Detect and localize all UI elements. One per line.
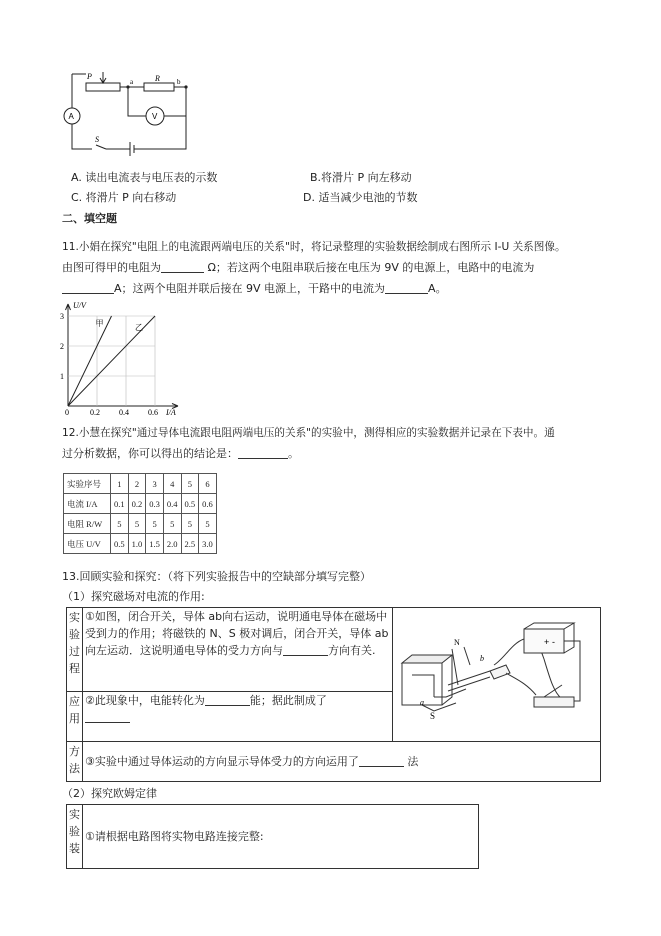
table-cell: 4	[163, 474, 181, 494]
q13-title: 13.回顾实验和探究：（将下列实验报告中的空缺部分填写完整）	[62, 570, 371, 583]
option-a: A. 读出电流表与电压表的示数	[71, 171, 218, 184]
row-header: 电压 U/V	[64, 534, 111, 554]
q11-text-3b: A。	[428, 282, 447, 295]
answer-blank	[283, 644, 328, 656]
table-cell: 0.5	[111, 534, 129, 554]
row-label-method: 方法	[67, 742, 83, 782]
motor-experiment-figure	[394, 609, 594, 735]
series-label: 乙	[135, 323, 143, 332]
q12-line2	[62, 447, 299, 461]
answer-blank	[238, 447, 288, 459]
q12-data-table	[63, 473, 217, 554]
y-tick-label: 3	[60, 312, 64, 321]
series-line	[68, 316, 112, 406]
table-cell: 5	[111, 514, 129, 534]
series-label: 甲	[95, 319, 104, 328]
option-b: B.将滑片 P 向左移动	[310, 171, 412, 184]
experiment-figure-cell	[393, 608, 601, 742]
figure-label-a: a	[420, 698, 424, 707]
voltmeter-symbol: V	[152, 112, 158, 121]
q13-report-table-1	[66, 607, 601, 782]
table-row	[64, 494, 217, 514]
table-cell: 0.5	[181, 494, 199, 514]
resistor-label-r: R	[155, 74, 160, 83]
answer-blank	[85, 711, 130, 723]
table-cell: 1.0	[128, 534, 146, 554]
table-cell: 5	[146, 514, 164, 534]
q13-part1-title: （1）探究磁场对电流的作用:	[62, 590, 205, 603]
x-tick-label: 0.4	[119, 408, 129, 416]
apparatus-text: ①请根据电路图将实物电路连接完整:	[85, 830, 264, 843]
q12-text-2a: 过分析数据，你可以得出的结论是：	[62, 447, 238, 460]
y-axis-label: U/V	[73, 301, 86, 310]
switch-label-s: S	[95, 135, 99, 144]
table-row	[64, 534, 217, 554]
ammeter-symbol: A	[68, 112, 74, 121]
q11-text-2a: 由图可得甲的电阻为	[62, 261, 161, 274]
table-cell: 1.5	[146, 534, 164, 554]
figure-label-b: b	[480, 654, 484, 663]
table-cell: 0.2	[128, 494, 146, 514]
table-cell: 2	[128, 474, 146, 494]
table-cell: 0.6	[199, 494, 217, 514]
table-cell: 0.3	[146, 494, 164, 514]
q11-text-3a: A；这两个电阻并联后接在 9V 电源上，干路中的电流为	[114, 282, 386, 295]
method-text: ③实验中通过导体运动的方向显示导体受力的方向运用了	[85, 755, 359, 768]
q11-text-2b: Ω；若这两个电阻串联后接在电压为 9V 的电源上，电路中的电流为	[207, 261, 535, 274]
row-label-apparatus: 实验装	[67, 805, 83, 869]
row-header: 电流 I/A	[64, 494, 111, 514]
row-header: 实验序号	[64, 474, 111, 494]
figure-label-minus: -	[552, 637, 555, 647]
table-cell: 5	[199, 514, 217, 534]
q12-text-2b: 。	[288, 447, 299, 460]
table-cell: 3	[146, 474, 164, 494]
answer-blank	[62, 282, 114, 294]
slider-label-p: P	[87, 72, 92, 81]
apparatus-cell	[83, 805, 479, 869]
y-tick-label: 1	[60, 372, 64, 381]
table-cell: 5	[181, 514, 199, 534]
table-cell: 3.0	[199, 534, 217, 554]
table-cell: 5	[128, 514, 146, 534]
q13-report-table-2	[66, 804, 479, 869]
row-label-process: 实验过程	[67, 608, 83, 692]
q11-line3	[62, 282, 447, 296]
q12-line1: 12.小慧在探究"通过导体电流跟电阻两端电压的关系"的实验中，测得相应的实验数据并记录在下表中。通	[62, 427, 555, 439]
answer-blank	[161, 261, 204, 273]
application-text: ②此现象中，电能转化为	[85, 694, 205, 707]
process-cell	[83, 608, 393, 692]
answer-blank	[359, 755, 404, 767]
table-cell: 1	[111, 474, 129, 494]
method-text-end: 法	[407, 755, 419, 768]
table-cell: 2.5	[181, 534, 199, 554]
table-cell: 6	[199, 474, 217, 494]
table-cell: 0.4	[163, 494, 181, 514]
table-cell: 2.0	[163, 534, 181, 554]
section-title: 二、填空题	[62, 212, 117, 225]
figure-label-n: N	[454, 638, 460, 647]
end-label-b: b	[177, 78, 181, 86]
x-axis-label: I/A	[166, 408, 176, 416]
table-row	[64, 514, 217, 534]
answer-blank	[385, 282, 428, 294]
table-cell: 0.1	[111, 494, 129, 514]
iu-chart	[58, 298, 188, 416]
process-text: ①如图，闭合开关，导体 ab向右运动，说明通电导体在磁场中受到力的作用；将磁铁的 N、S 极对调后，闭合开关，导体 ab向左运动．这说明通电导体的受力方向与	[85, 610, 389, 657]
table-cell: 5	[181, 474, 199, 494]
table-cell: 5	[163, 514, 181, 534]
row-header: 电阻 R/W	[64, 514, 111, 534]
y-tick-label: 2	[60, 342, 64, 351]
x-tick-label: 0.6	[148, 408, 158, 416]
q13-part2-title: （2）探究欧姆定律	[62, 787, 157, 800]
row-label-application: 应用	[67, 692, 83, 742]
option-c: C. 将滑片 P 向右移动	[71, 191, 177, 204]
answer-blank	[205, 694, 250, 706]
q11-line1: 11.小娟在探究"电阻上的电流跟两端电压的关系"时，将记录整理的实验数据绘制成右图所示 I-U 关系图像。	[62, 241, 566, 253]
x-tick-label: 0	[65, 408, 69, 416]
figure-label-s: S	[430, 711, 436, 721]
figure-label-plus: +	[544, 637, 550, 647]
table-row	[64, 474, 217, 494]
application-text-2: 能；据此制成了	[249, 694, 327, 707]
process-text-end: 方向有关.	[328, 644, 376, 657]
method-cell	[83, 742, 601, 782]
application-cell	[83, 692, 393, 742]
q11-line2	[62, 261, 534, 275]
option-d: D. 适当减少电池的节数	[303, 191, 418, 204]
x-tick-label: 0.2	[90, 408, 100, 416]
end-label-a: a	[130, 78, 134, 86]
top-circuit-diagram	[58, 62, 198, 162]
